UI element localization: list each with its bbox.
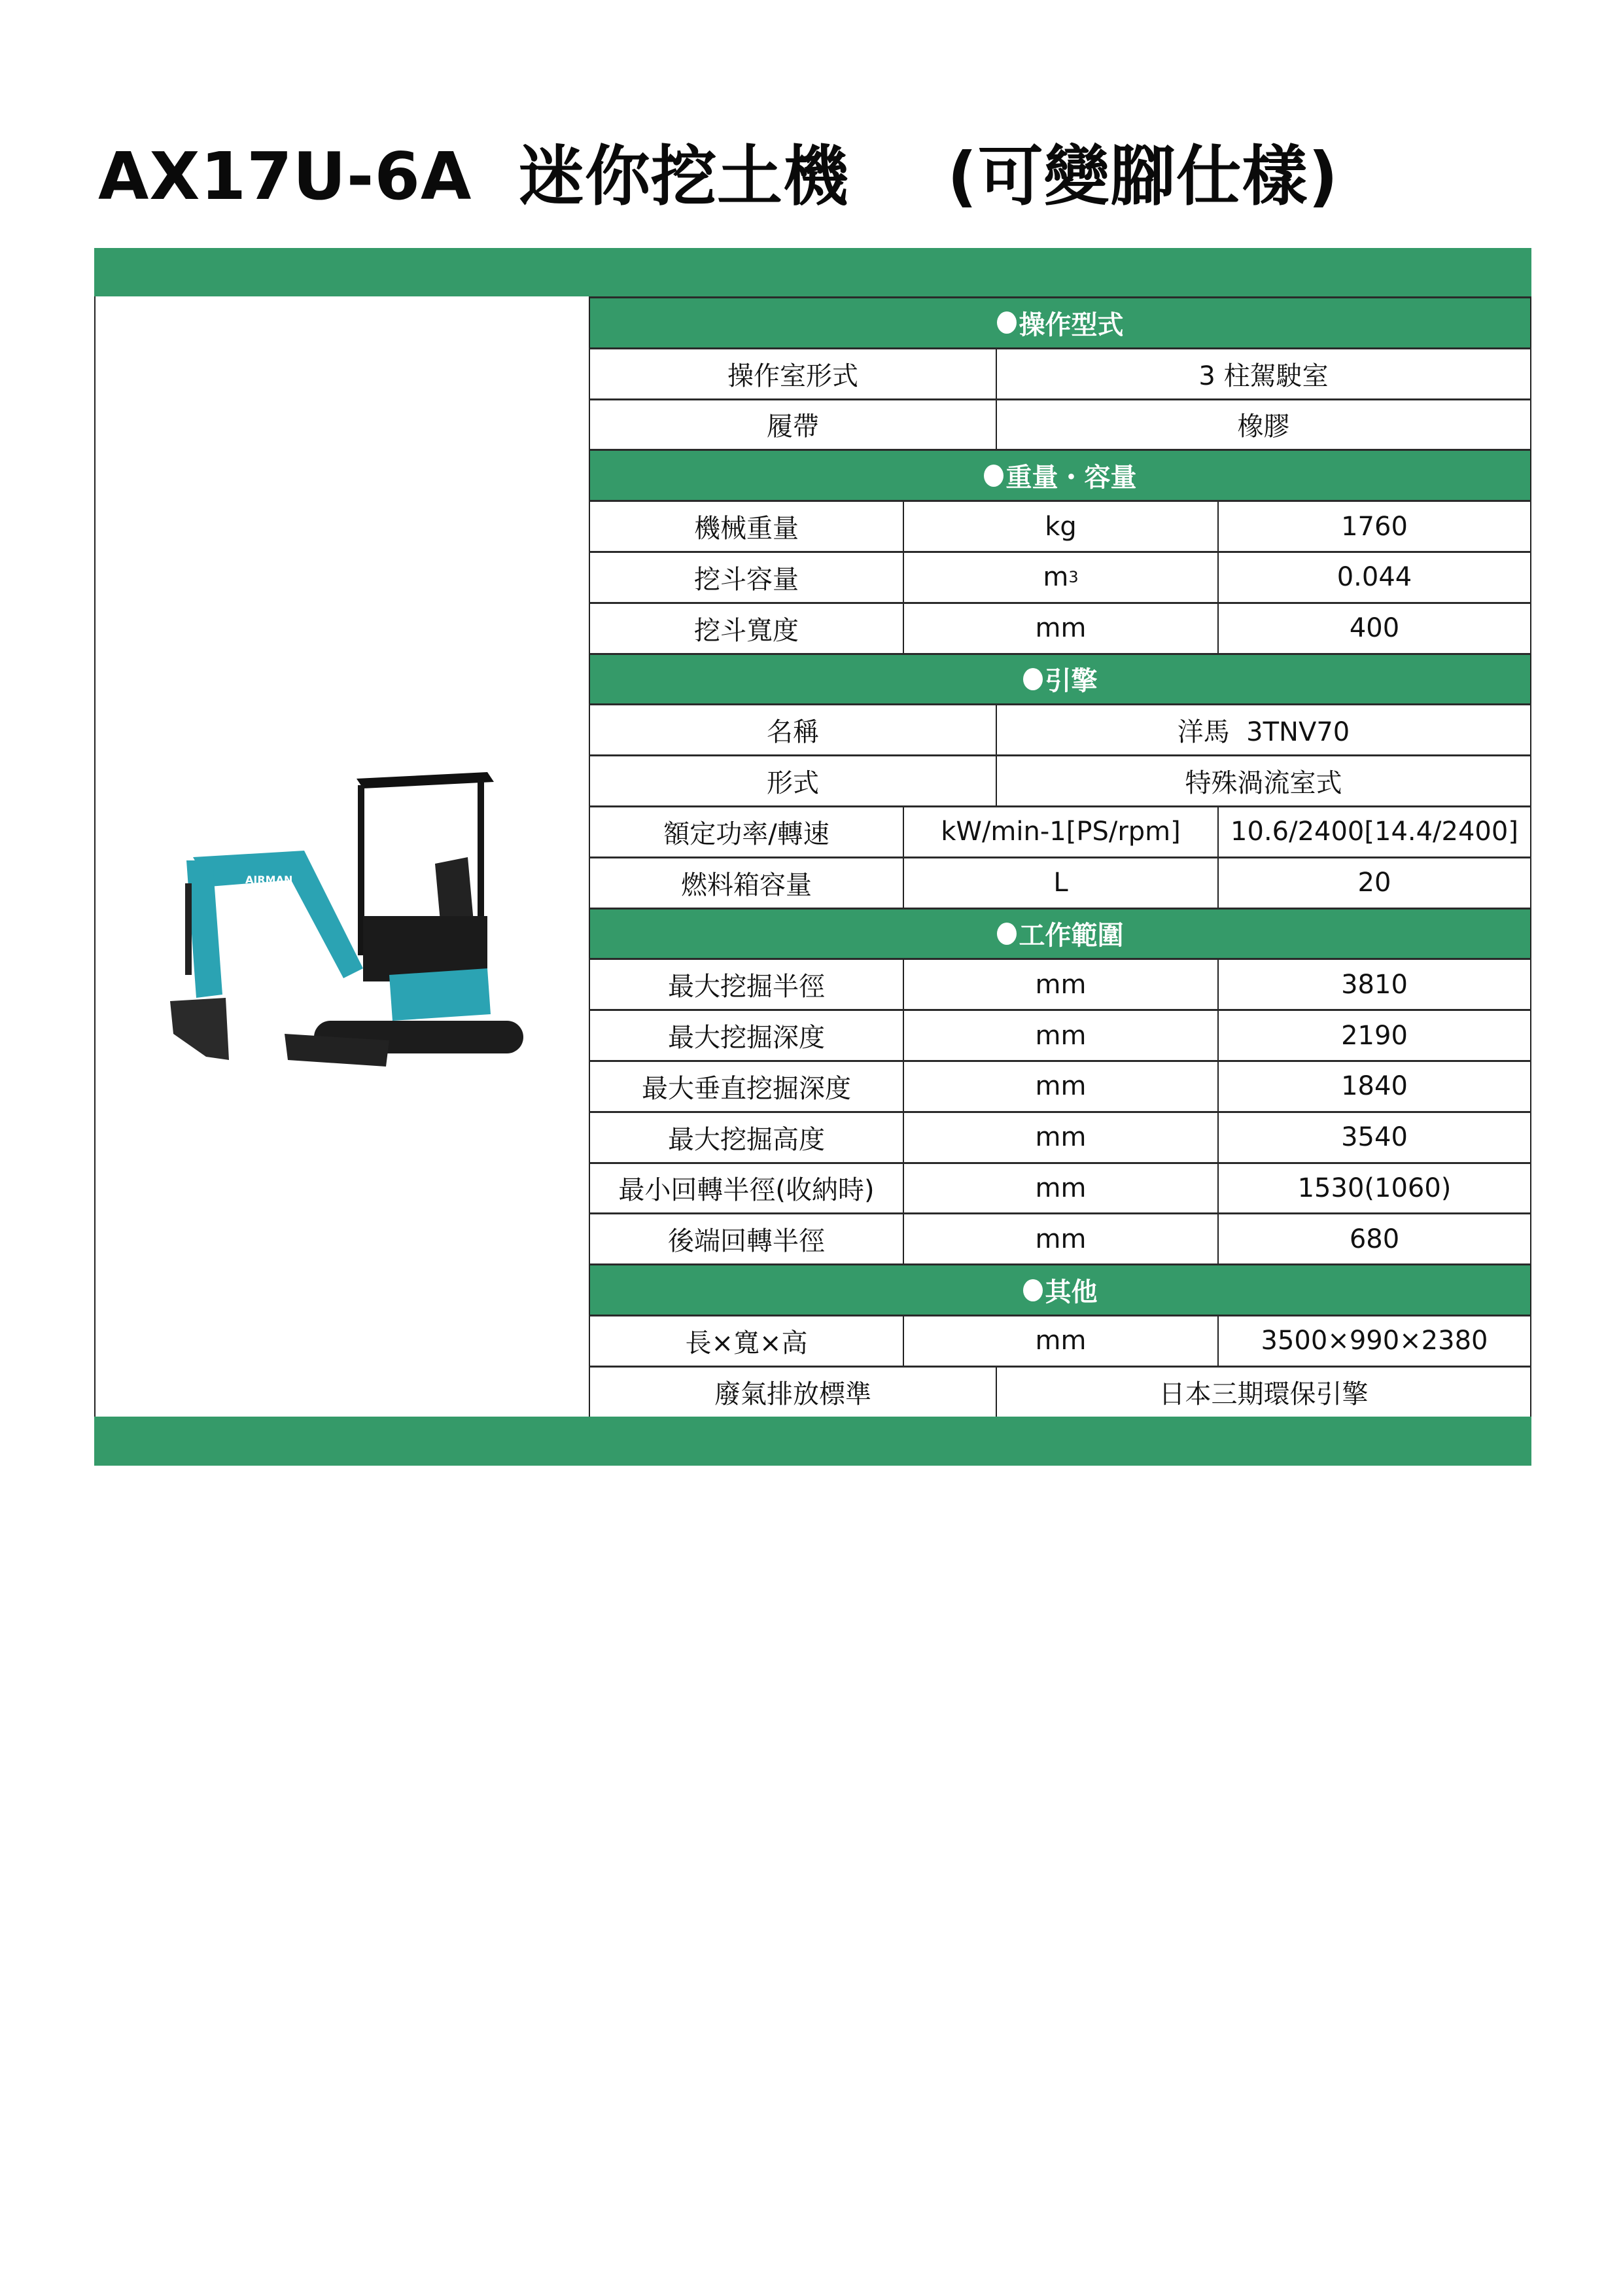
product-name: 迷你挖土機 xyxy=(518,138,849,215)
svg-text:AIRMAN: AIRMAN xyxy=(245,874,293,886)
product-variant: (可變腳仕樣) xyxy=(947,138,1339,215)
row-unit: mm xyxy=(903,1214,1217,1263)
row-value: 3540 xyxy=(1217,1113,1531,1162)
row-value: 日本三期環保引擎 xyxy=(996,1368,1531,1417)
row-value: 1760 xyxy=(1217,502,1531,551)
section-header-other: 其他 xyxy=(589,1263,1531,1315)
table-row xyxy=(589,857,1531,908)
row-unit: m 3 xyxy=(903,553,1217,602)
table-row xyxy=(589,703,1531,754)
row-unit: mm xyxy=(903,1011,1217,1060)
bullet-icon xyxy=(1023,668,1043,690)
table-row xyxy=(589,805,1531,857)
row-label: 廢氣排放標準 xyxy=(589,1368,996,1417)
table-row xyxy=(589,1366,1531,1417)
bullet-icon xyxy=(1023,1279,1043,1301)
row-value: 3500×990×2380 xyxy=(1217,1316,1531,1366)
row-value: 3 柱駕駛室 xyxy=(996,349,1531,398)
row-unit: kW/min-1[PS/rpm] xyxy=(903,807,1217,857)
row-value: 0.044 xyxy=(1217,553,1531,602)
row-value: 1840 xyxy=(1217,1062,1531,1111)
row-unit: mm xyxy=(903,1164,1217,1213)
top-green-band xyxy=(94,248,1531,297)
row-label: 後端回轉半徑 xyxy=(589,1214,903,1263)
row-label: 操作室形式 xyxy=(589,349,996,398)
table-row xyxy=(589,1111,1531,1162)
row-label: 名稱 xyxy=(589,705,996,754)
table-row xyxy=(589,347,1531,398)
row-value: 特殊渦流室式 xyxy=(996,756,1531,805)
row-value: 橡膠 xyxy=(996,400,1531,450)
table-row xyxy=(589,1162,1531,1213)
table-row xyxy=(589,551,1531,602)
table-row xyxy=(589,398,1531,450)
row-label: 額定功率/轉速 xyxy=(589,807,903,857)
row-unit: mm xyxy=(903,1062,1217,1111)
bottom-green-band xyxy=(94,1417,1531,1466)
table-row xyxy=(589,602,1531,653)
bullet-icon xyxy=(997,311,1017,334)
row-label: 最大挖掘半徑 xyxy=(589,960,903,1009)
row-unit: mm xyxy=(903,960,1217,1009)
bullet-icon xyxy=(984,465,1003,487)
row-label: 挖斗寬度 xyxy=(589,604,903,653)
table-row xyxy=(589,958,1531,1009)
section-header-engine: 引擎 xyxy=(589,653,1531,704)
table-row xyxy=(589,1212,1531,1263)
row-label: 機械重量 xyxy=(589,502,903,551)
table-row xyxy=(589,1060,1531,1111)
row-unit: mm xyxy=(903,1316,1217,1366)
table-row xyxy=(589,500,1531,551)
section-header-operation: 操作型式 xyxy=(589,296,1531,347)
row-label: 長×寬×高 xyxy=(589,1316,903,1366)
row-value: 680 xyxy=(1217,1214,1531,1263)
row-label: 最大挖掘高度 xyxy=(589,1113,903,1162)
row-unit: kg xyxy=(903,502,1217,551)
excavator-image xyxy=(147,752,546,1067)
row-label: 形式 xyxy=(589,756,996,805)
section-header-weight: 重量・容量 xyxy=(589,449,1531,500)
row-value: 洋馬 3TNV70 xyxy=(996,705,1531,754)
model-code: AX17U-6A xyxy=(98,138,472,215)
row-label: 履帶 xyxy=(589,400,996,450)
spec-table xyxy=(589,296,1531,1417)
row-unit: mm xyxy=(903,604,1217,653)
table-row xyxy=(589,1009,1531,1060)
row-label: 最大挖掘深度 xyxy=(589,1011,903,1060)
row-value: 2190 xyxy=(1217,1011,1531,1060)
table-row xyxy=(589,754,1531,805)
bullet-icon xyxy=(997,923,1017,945)
row-value: 400 xyxy=(1217,604,1531,653)
row-value: 1530(1060) xyxy=(1217,1164,1531,1213)
row-unit: L xyxy=(903,858,1217,908)
row-value: 10.6/2400[14.4/2400] xyxy=(1217,807,1531,857)
section-header-working-range: 工作範圍 xyxy=(589,908,1531,959)
row-value: 3810 xyxy=(1217,960,1531,1009)
table-row xyxy=(589,1315,1531,1366)
row-label: 燃料箱容量 xyxy=(589,858,903,908)
page-title xyxy=(98,134,1338,219)
row-label: 最小回轉半徑(收納時) xyxy=(589,1164,903,1213)
row-unit: mm xyxy=(903,1113,1217,1162)
row-label: 挖斗容量 xyxy=(589,553,903,602)
row-label: 最大垂直挖掘深度 xyxy=(589,1062,903,1111)
row-value: 20 xyxy=(1217,858,1531,908)
